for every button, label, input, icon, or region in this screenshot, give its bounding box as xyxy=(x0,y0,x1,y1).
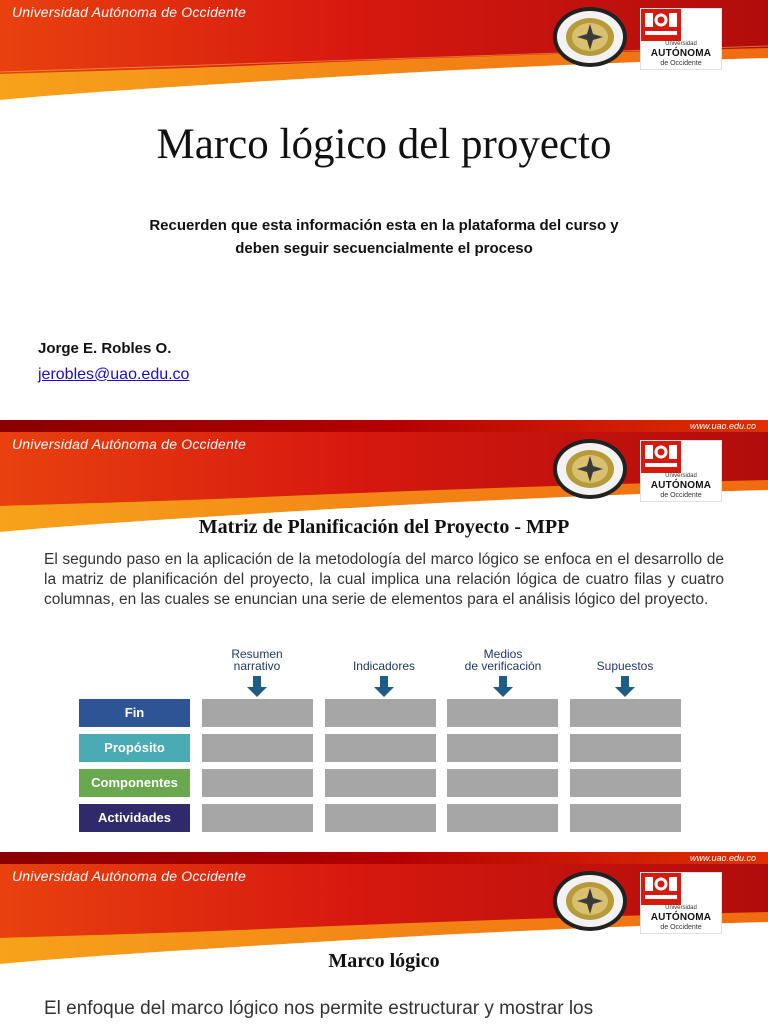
slide-subtitle xyxy=(94,214,674,260)
website-text: www.uao.edu.co xyxy=(689,853,756,863)
logo-text-small: Universidad xyxy=(665,905,697,911)
matrix-cell xyxy=(325,734,436,762)
author-name: Jorge E. Robles O. xyxy=(38,340,172,357)
logo-text-sub: de Occidente xyxy=(660,924,702,931)
matrix-cell xyxy=(570,699,681,727)
slide-paragraph: El segundo paso en la aplicación de la metodología del marco lógico se enfoca en el desarrollo de la matriz de planificación del proyecto, la cual implica una relación lógica de cuatro filas y cuatro columnas, en las cuales se enuncian una serie de elementos para el análisis lógico del proyecto. xyxy=(44,551,724,608)
accreditation-seal-icon xyxy=(552,6,628,68)
logo-text-main: AUTÓNOMA xyxy=(650,912,712,923)
matrix-column-header xyxy=(324,648,444,672)
logo-text-small: Universidad xyxy=(665,473,697,479)
matrix-cell xyxy=(202,804,313,832)
column-header-line-2: Supuestos xyxy=(596,659,654,673)
matrix-cell xyxy=(325,699,436,727)
university-name: Universidad Autónoma de Occidente xyxy=(12,4,247,20)
university-name: Universidad Autónoma de Occidente xyxy=(12,868,247,884)
slide-title: Matriz de Planificación del Proyecto - MPP xyxy=(198,516,570,538)
matrix-cell xyxy=(447,734,558,762)
matrix-cell xyxy=(447,699,558,727)
matrix-cell xyxy=(202,699,313,727)
university-logo xyxy=(640,8,722,70)
website-text: www.uao.edu.co xyxy=(689,421,756,431)
matrix-cell xyxy=(325,804,436,832)
matrix-cell xyxy=(447,804,558,832)
uao-logo-icon xyxy=(641,441,681,473)
university-logo xyxy=(640,440,722,502)
matrix-column-header xyxy=(443,648,563,672)
matrix-cell xyxy=(570,734,681,762)
slide-divider-strip xyxy=(0,852,768,864)
matrix-cell xyxy=(202,769,313,797)
column-header-line-2: Indicadores xyxy=(352,659,416,673)
column-header-line-2: narrativo xyxy=(233,659,281,673)
logo-text-small: Universidad xyxy=(665,41,697,47)
row-label-componentes: Componentes xyxy=(79,769,190,797)
uao-logo-icon xyxy=(641,873,681,905)
uao-logo-icon xyxy=(641,9,681,41)
matrix-cell xyxy=(570,769,681,797)
column-header-line-1: Resumen xyxy=(231,647,283,661)
logo-text-sub: de Occidente xyxy=(660,60,702,67)
accreditation-seal-icon xyxy=(552,870,628,932)
slide-title: Marco lógico xyxy=(328,950,440,972)
row-label-actividades: Actividades xyxy=(79,804,190,832)
matrix-cell xyxy=(447,769,558,797)
accreditation-seal-icon xyxy=(552,438,628,500)
row-label-fin: Fin xyxy=(79,699,190,727)
logo-text-main: AUTÓNOMA xyxy=(650,480,712,491)
slide-1 xyxy=(0,0,768,420)
column-header-line-2: de verificación xyxy=(464,659,542,673)
matrix-cell xyxy=(570,804,681,832)
matrix-column-header xyxy=(565,648,685,672)
matrix-cell xyxy=(325,769,436,797)
header-banner xyxy=(0,864,768,964)
slide-paragraph: El enfoque del marco lógico nos permite estructurar y mostrar los xyxy=(44,998,594,1019)
slide-divider-strip xyxy=(0,420,768,432)
slide-title: Marco lógico del proyecto xyxy=(156,121,612,168)
matrix-cell xyxy=(202,734,313,762)
header-banner xyxy=(0,0,768,100)
subtitle-line-1: Recuerden que esta información esta en la plataforma del curso y xyxy=(149,217,619,234)
university-name: Universidad Autónoma de Occidente xyxy=(12,436,247,452)
subtitle-line-2: deben seguir secuencialmente el proceso xyxy=(235,240,533,257)
slide-2 xyxy=(0,432,768,852)
author-email-link[interactable]: jerobles@uao.edu.co xyxy=(38,366,190,383)
slide-3 xyxy=(0,864,768,1024)
university-logo xyxy=(640,872,722,934)
column-header-line-1: Medios xyxy=(483,647,523,661)
matrix-column-header xyxy=(197,648,317,672)
logo-text-sub: de Occidente xyxy=(660,492,702,499)
row-label-proposito: Propósito xyxy=(79,734,190,762)
logo-text-main: AUTÓNOMA xyxy=(650,48,712,59)
